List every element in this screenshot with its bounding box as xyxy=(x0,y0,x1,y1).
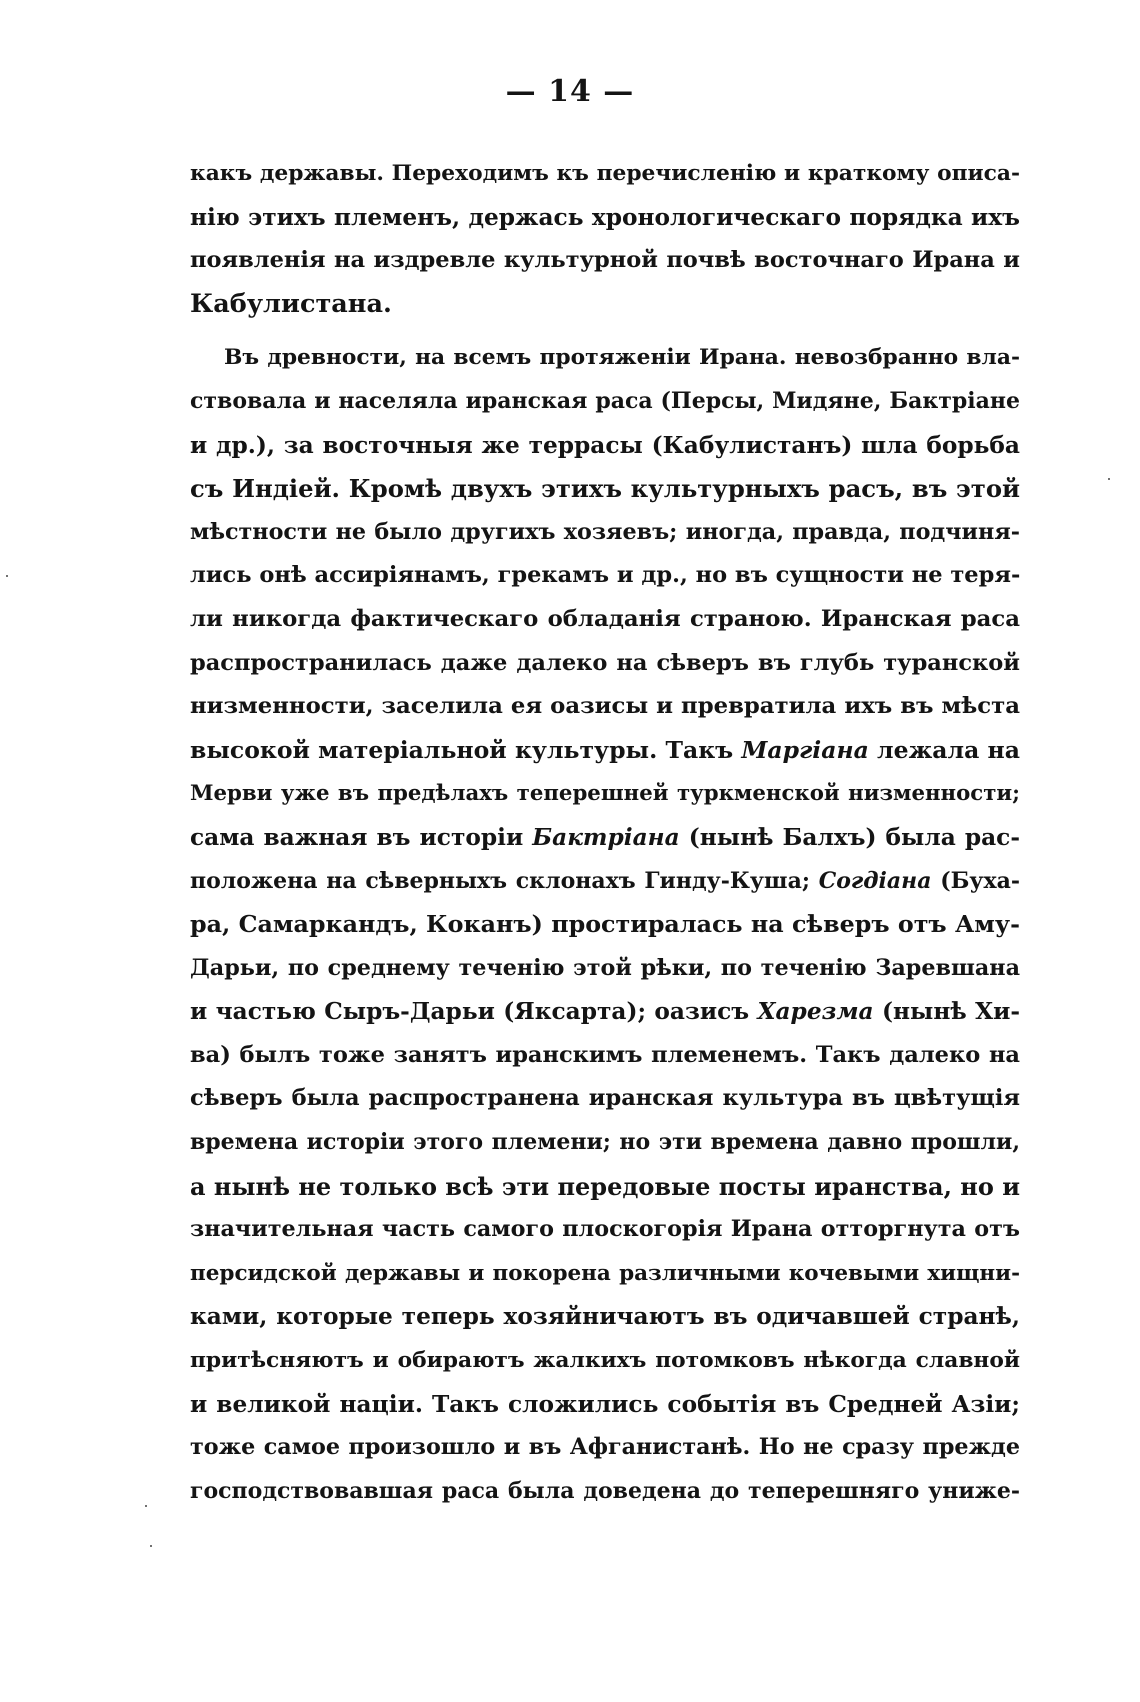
text-line: распространилась даже далеко на сѣверъ въ глубь туранской xyxy=(190,649,1020,676)
text-line: лись онѣ ассиріянамъ, грекамъ и др., но въ сущности не теря- xyxy=(190,562,1021,589)
text-line xyxy=(190,729,1020,773)
text-line: Въ древности, на всемъ протяженіи Ирана. невозбранно вла- xyxy=(224,345,1020,371)
text-line: а нынѣ не только всѣ эти передовые посты иранства, но и xyxy=(190,1171,1021,1201)
text-line: значительная часть самого плоскогорія Ирана отторгнута отъ xyxy=(190,1216,1020,1243)
italic-place-name: Бактріана xyxy=(532,823,680,851)
text-line: мѣстности не было другихъ хозяевъ; иногда, правда, подчиня- xyxy=(190,518,1020,545)
text-line: Кабулистана. xyxy=(190,288,392,319)
text-run: лежала на xyxy=(868,735,1020,764)
text-line: притѣсняютъ и обираютъ жалкихъ потомковъ нѣкогда славной xyxy=(190,1348,1020,1374)
text-run: (нынѣ Балхъ) была рас- xyxy=(679,823,1020,851)
text-line: низменности, заселила ея оазисы и превратила ихъ въ мѣста xyxy=(190,693,1020,720)
page-number: — 14 — xyxy=(505,74,635,109)
text-run: и частью Сыръ-Дарьи (Яксарта); оазисъ xyxy=(190,998,758,1026)
paragraph-1 xyxy=(190,152,1020,326)
text-line: ли никогда фактическаго обладанія страною. Иранская раса xyxy=(190,605,1020,632)
text-line: господствовавшая раса была доведена до теперешняго униже- xyxy=(190,1477,1020,1504)
text-line: ствовала и населяла иранская раса (Персы, Мидяне, Бактріане xyxy=(190,387,1020,414)
italic-place-name: Маргіана xyxy=(741,735,869,764)
text-line: нію этихъ племенъ, держась хронологическаго порядка ихъ xyxy=(190,203,1020,231)
paragraph-gap xyxy=(190,326,1020,336)
text-line: персидской державы и покорена различными кочевыми хищни- xyxy=(190,1260,1020,1286)
italic-place-name: Харезма xyxy=(757,998,874,1026)
text-line: какъ державы. Переходимъ къ перечисленію и краткому описа- xyxy=(190,161,1020,186)
body-text xyxy=(190,152,1020,1513)
scan-speck xyxy=(150,1545,152,1547)
paragraph-2 xyxy=(190,336,1020,1513)
scan-speck xyxy=(6,575,8,577)
text-line xyxy=(190,990,1020,1034)
text-line: Мерви уже въ предѣлахъ теперешней туркменской низменности; xyxy=(190,781,1020,807)
text-line: появленія на издревле культурной почвѣ восточнаго Ирана и xyxy=(190,247,1020,274)
scan-speck xyxy=(145,1505,147,1507)
text-line: съ Индіей. Кромѣ двухъ этихъ культурныхъ расъ, въ этой xyxy=(190,474,1020,504)
text-line: и др.), за восточныя же террасы (Кабулистанъ) шла борьба xyxy=(190,431,1020,459)
text-run: сама важная въ исторіи xyxy=(190,823,533,851)
text-line: ва) былъ тоже занятъ иранскимъ племенемъ. Такъ далеко на xyxy=(190,1041,1020,1068)
text-line xyxy=(190,816,1020,860)
text-run: (Буха- xyxy=(931,867,1020,894)
text-line: ра, Самаркандъ, Коканъ) простиралась на сѣверъ отъ Аму- xyxy=(190,910,1020,939)
text-line xyxy=(190,860,1020,904)
text-line: сѣверъ была распространена иранская культура въ цвѣтущія xyxy=(190,1085,1020,1112)
text-run: (нынѣ Хи- xyxy=(873,998,1021,1026)
text-line: времена исторіи этого племени; но эти времена давно прошли, xyxy=(190,1129,1020,1156)
text-line: и великой націи. Такъ сложились событія въ Средней Азіи; xyxy=(190,1390,1020,1418)
text-run: высокой матеріальной культуры. Такъ xyxy=(190,735,742,764)
text-line: ками, которые теперь хозяйничаютъ въ одичавшей странѣ, xyxy=(190,1303,1020,1331)
text-run: положена на сѣверныхъ склонахъ Гинду-Куша; xyxy=(190,867,819,894)
scan-speck xyxy=(1108,478,1110,480)
italic-place-name: Согдіана xyxy=(818,867,932,894)
text-line: Дарьи, по среднему теченію этой рѣки, по теченію Заревшана xyxy=(190,954,1020,981)
text-line: тоже самое произошло и въ Афганистанѣ. Но не сразу прежде xyxy=(190,1434,1020,1461)
